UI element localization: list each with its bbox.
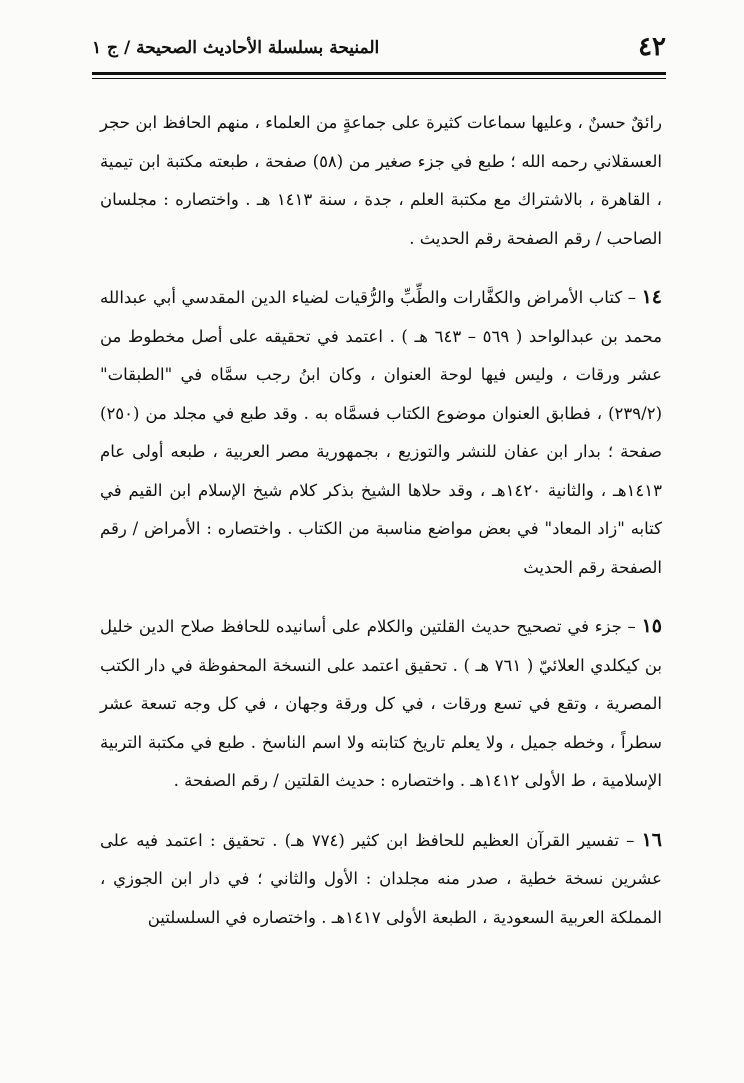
entry-number: ١٦ <box>641 828 663 851</box>
page-header <box>92 28 666 84</box>
entry-16 <box>100 821 662 938</box>
entry-text: رائقٌ حسنٌ ، وعليها سماعات كثيرة على جماعةٍ من العلماء ، منهم الحافظ ابن حجر العسقلاني رحمه الله ؛ طبع في جزء صغير من (٥٨) صفحة ، طبعته مكتبة ابن تيمية ، القاهرة ، بالاشتراك مع مكتبة العلم ، جدة ، سنة ١٤١٣ هـ . واختصاره : مجلسان الصاحب / رقم الصفحة رقم الحديث . <box>100 113 662 248</box>
entry-text: – كتاب الأمراض والكفَّارات والطِّبِّ والرُّقيات لضياء الدين المقدسي أبي عبدالله محمد بن عبدالواحد ( ٥٦٩ – ٦٤٣ هـ ) . اعتمد في تحقيقه على أصل مخطوط من عشر ورقات ، وليس فيها لوحة العنوان ، وكان ابنُ رجب سمَّاه في "الطبقات" (٢٣٩/٢) ، فطابق العنوان موضوع الكتاب فسمَّاه به . وقد طبع في مجلد من (٢٥٠) صفحة ؛ بدار ابن عفان للنشر والتوزيع ، بجمهورية مصر العربية ، طبعه أولى عام ١٤١٣هـ ، والثانية ١٤٢٠هـ ، وقد حلاها الشيخ بذكر كلام شيخ الإسلام ابن القيم في كتابه "زاد المعاد" في بعض مواضع مناسبة من الكتاب . واختصاره : الأمراض / رقم الصفحة رقم الحديث <box>100 288 662 577</box>
entry-14 <box>100 278 662 587</box>
entry-number: ١٥ <box>641 615 662 637</box>
entry-continuation <box>100 104 662 258</box>
page-number: ٤٢ <box>638 32 666 62</box>
entry-number: ١٤ <box>641 286 662 308</box>
entry-text: – تفسير القرآن العظيم للحافظ ابن كثير (٧٧٤ هـ) . تحقيق : اعتمد فيه على عشرين نسخة خطية ، صدر منه مجلدان : الأول والثاني ؛ في دار ابن الجوزي ، المملكة العربية السعودية ، الطبعة الأولى ١٤١٧هـ . واختصاره في السلسلتين <box>100 830 662 927</box>
entry-15 <box>100 607 662 801</box>
header-rule <box>92 72 666 75</box>
entry-text: – جزء في تصحيح حديث القلتين والكلام على أسانيده للحافظ صلاح الدين خليل بن كيكلدي العلائيّ ( ٧٦١ هـ ) . تحقيق اعتمد على النسخة المحفوظة في دار الكتب المصرية ، وتقع في تسع ورقات ، في كل ورقة وجهان ، في كل وجه تسعة عشر سطراً ، وخطه جميل ، ولا يعلم تاريخ كتابته ولا اسم الناسخ . طبع في مكتبة التربية الإسلامية ، ط الأولى ١٤١٢هـ . واختصاره : حديث القلتين / رقم الصفحة . <box>100 617 663 790</box>
header-rule-thin <box>92 78 666 79</box>
body-text <box>100 104 662 957</box>
running-title: المنيحة بسلسلة الأحاديث الصحيحة / ج ١ <box>92 38 380 58</box>
